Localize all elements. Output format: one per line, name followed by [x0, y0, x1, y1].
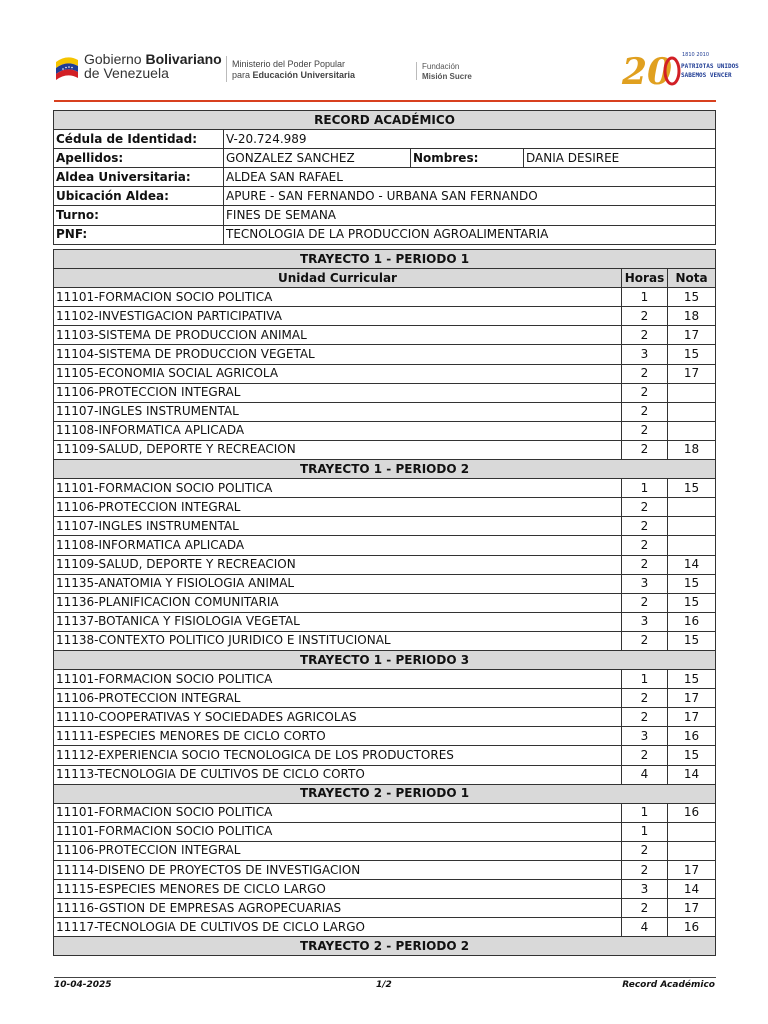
course-grade	[668, 402, 716, 421]
course-name: 11105-ECONOMIA SOCIAL AGRICOLA	[54, 364, 622, 383]
course-hours: 4	[622, 918, 668, 937]
period-title: TRAYECTO 2 - PERIODO 2	[54, 937, 716, 956]
nombres-value: DANIA DESIREE	[524, 149, 716, 168]
apellidos-value: GONZALEZ SANCHEZ	[224, 149, 411, 168]
course-name: 11106-PROTECCION INTEGRAL	[54, 841, 622, 860]
table-row	[54, 899, 716, 918]
bicentennial-line2: SABEMOS VENCER	[681, 72, 732, 79]
table-row	[54, 479, 716, 498]
course-hours: 2	[622, 841, 668, 860]
course-name: 11101-FORMACION SOCIO POLITICA	[54, 479, 622, 498]
course-grade	[668, 421, 716, 440]
course-grade: 17	[668, 364, 716, 383]
course-grade: 18	[668, 440, 716, 459]
course-name: 11108-INFORMATICA APLICADA	[54, 536, 622, 555]
grades-table	[53, 249, 716, 956]
course-hours: 2	[622, 440, 668, 459]
course-name: 11106-PROTECCION INTEGRAL	[54, 689, 622, 708]
table-row	[54, 345, 716, 364]
table-row	[54, 612, 716, 631]
table-row	[54, 803, 716, 822]
period-header-row	[54, 460, 716, 479]
course-hours: 1	[622, 670, 668, 689]
course-name: 11135-ANATOMIA Y FISIOLOGIA ANIMAL	[54, 574, 622, 593]
course-name: 11107-INGLES INSTRUMENTAL	[54, 517, 622, 536]
course-hours: 3	[622, 612, 668, 631]
course-hours: 3	[622, 345, 668, 364]
course-hours: 2	[622, 861, 668, 880]
course-grade: 14	[668, 880, 716, 899]
bicentennial-line1: PATRIOTAS UNIDOS	[681, 63, 739, 70]
course-name: 11101-FORMACION SOCIO POLITICA	[54, 822, 622, 841]
cedula-label: Cédula de Identidad:	[54, 130, 224, 149]
table-row	[54, 861, 716, 880]
foundation-name: Fundación Misión Sucre	[422, 62, 472, 81]
header-rule	[54, 100, 716, 102]
course-grade: 15	[668, 593, 716, 612]
course-name: 11101-FORMACION SOCIO POLITICA	[54, 803, 622, 822]
table-row	[54, 421, 716, 440]
course-hours: 3	[622, 727, 668, 746]
course-grade: 15	[668, 746, 716, 765]
table-row	[54, 555, 716, 574]
course-hours: 2	[622, 421, 668, 440]
course-grade: 15	[668, 574, 716, 593]
apellidos-label: Apellidos:	[54, 149, 224, 168]
course-hours: 3	[622, 880, 668, 899]
course-name: 11104-SISTEMA DE PRODUCCION VEGETAL	[54, 345, 622, 364]
table-row	[54, 440, 716, 459]
table-row	[54, 822, 716, 841]
pnf-label: PNF:	[54, 225, 224, 244]
footer-title: Record Académico	[622, 980, 715, 990]
course-hours: 2	[622, 307, 668, 326]
course-hours: 2	[622, 326, 668, 345]
course-hours: 2	[622, 517, 668, 536]
course-grade: 18	[668, 307, 716, 326]
record-title: RECORD ACADÉMICO	[54, 111, 716, 130]
course-name: 11136-PLANIFICACION COMUNITARIA	[54, 593, 622, 612]
table-row	[54, 727, 716, 746]
course-name: 11114-DISENO DE PROYECTOS DE INVESTIGACION	[54, 861, 622, 880]
ubicacion-label: Ubicación Aldea:	[54, 187, 224, 206]
course-name: 11111-ESPECIES MENORES DE CICLO CORTO	[54, 727, 622, 746]
course-hours: 1	[622, 822, 668, 841]
course-grade: 16	[668, 727, 716, 746]
course-hours: 2	[622, 746, 668, 765]
course-grade	[668, 536, 716, 555]
course-grade: 15	[668, 288, 716, 307]
course-hours: 2	[622, 708, 668, 727]
footer-date: 10-04-2025	[54, 980, 112, 990]
course-name: 11101-FORMACION SOCIO POLITICA	[54, 670, 622, 689]
course-name: 11115-ESPECIES MENORES DE CICLO LARGO	[54, 880, 622, 899]
course-name: 11113-TECNOLOGIA DE CULTIVOS DE CICLO CORTO	[54, 765, 622, 784]
cedula-value: V-20.724.989	[224, 130, 716, 149]
pnf-value: TECNOLOGIA DE LA PRODUCCION AGROALIMENTARIA	[224, 225, 716, 244]
course-hours: 2	[622, 631, 668, 650]
course-hours: 1	[622, 288, 668, 307]
course-grade: 17	[668, 326, 716, 345]
table-row	[54, 880, 716, 899]
table-row	[54, 536, 716, 555]
course-hours: 2	[622, 536, 668, 555]
course-name: 11108-INFORMATICA APLICADA	[54, 421, 622, 440]
course-grade: 14	[668, 555, 716, 574]
course-hours: 4	[622, 765, 668, 784]
footer-page-number: 1/2	[376, 980, 392, 990]
table-row	[54, 517, 716, 536]
course-hours: 2	[622, 899, 668, 918]
course-grade	[668, 822, 716, 841]
course-hours: 1	[622, 479, 668, 498]
aldea-value: ALDEA SAN RAFAEL	[224, 168, 716, 187]
course-hours: 2	[622, 383, 668, 402]
course-grade: 15	[668, 670, 716, 689]
period-title: TRAYECTO 2 - PERIODO 1	[54, 784, 716, 803]
bicentennial-year: 20	[622, 51, 673, 93]
course-hours: 3	[622, 574, 668, 593]
course-name: 11101-FORMACION SOCIO POLITICA	[54, 288, 622, 307]
footer-rule	[54, 977, 716, 978]
course-grade	[668, 383, 716, 402]
course-grade: 14	[668, 765, 716, 784]
course-grade	[668, 841, 716, 860]
nombres-label: Nombres:	[411, 149, 524, 168]
table-row	[54, 288, 716, 307]
course-grade: 16	[668, 803, 716, 822]
course-name: 11116-GSTION DE EMPRESAS AGROPECUARIAS	[54, 899, 622, 918]
column-header-row	[54, 269, 716, 288]
table-row	[54, 670, 716, 689]
header-divider	[226, 56, 227, 82]
table-row	[54, 708, 716, 727]
course-grade: 17	[668, 861, 716, 880]
course-hours: 2	[622, 364, 668, 383]
course-grade: 15	[668, 479, 716, 498]
ubicacion-value: APURE - SAN FERNANDO - URBANA SAN FERNANDO	[224, 187, 716, 206]
course-grade: 17	[668, 708, 716, 727]
bicentennial-small: 1810 2010	[682, 52, 710, 58]
course-name: 11137-BOTANICA Y FISIOLOGIA VEGETAL	[54, 612, 622, 631]
course-grade: 15	[668, 631, 716, 650]
course-hours: 2	[622, 555, 668, 574]
course-hours: 2	[622, 498, 668, 517]
period-title: TRAYECTO 1 - PERIODO 2	[54, 460, 716, 479]
course-name: 11106-PROTECCION INTEGRAL	[54, 383, 622, 402]
page-header	[54, 44, 739, 93]
course-name: 11109-SALUD, DEPORTE Y RECREACION	[54, 440, 622, 459]
table-row	[54, 746, 716, 765]
table-row	[54, 402, 716, 421]
period-header-row	[54, 650, 716, 669]
course-grade: 16	[668, 918, 716, 937]
course-grade: 15	[668, 345, 716, 364]
table-row	[54, 326, 716, 345]
table-row	[54, 765, 716, 784]
aldea-label: Aldea Universitaria:	[54, 168, 224, 187]
course-hours: 2	[622, 689, 668, 708]
government-name: Gobierno Bolivariano de Venezuela	[84, 51, 222, 81]
nota-header: Nota	[668, 269, 716, 288]
table-row	[54, 364, 716, 383]
table-row	[54, 841, 716, 860]
table-row	[54, 631, 716, 650]
course-name: 11106-PROTECCION INTEGRAL	[54, 498, 622, 517]
period-header-row	[54, 784, 716, 803]
bicentennial-logo-icon	[620, 44, 739, 93]
course-grade	[668, 498, 716, 517]
table-row	[54, 689, 716, 708]
course-grade: 16	[668, 612, 716, 631]
turno-value: FINES DE SEMANA	[224, 206, 716, 225]
course-hours: 2	[622, 593, 668, 612]
course-grade: 17	[668, 899, 716, 918]
course-grade	[668, 517, 716, 536]
horas-header: Horas	[622, 269, 668, 288]
period-header-row	[54, 250, 716, 269]
header-divider	[416, 62, 417, 80]
course-name: 11110-COOPERATIVAS Y SOCIEDADES AGRICOLAS	[54, 708, 622, 727]
period-title: TRAYECTO 1 - PERIODO 3	[54, 650, 716, 669]
table-row	[54, 383, 716, 402]
course-name: 11117-TECNOLOGIA DE CULTIVOS DE CICLO LARGO	[54, 918, 622, 937]
course-hours: 2	[622, 402, 668, 421]
ministry-name: Ministerio del Poder Popular para Educación Universitaria	[232, 59, 356, 80]
table-row	[54, 918, 716, 937]
course-name: 11109-SALUD, DEPORTE Y RECREACION	[54, 555, 622, 574]
course-name: 11112-EXPERIENCIA SOCIO TECNOLOGICA DE LOS PRODUCTORES	[54, 746, 622, 765]
course-grade: 17	[668, 689, 716, 708]
course-hours: 1	[622, 803, 668, 822]
venezuela-flag-icon	[54, 52, 80, 80]
period-title: TRAYECTO 1 - PERIODO 1	[54, 250, 716, 269]
course-name: 11138-CONTEXTO POLITICO JURIDICO E INSTITUCIONAL	[54, 631, 622, 650]
table-row	[54, 307, 716, 326]
table-row	[54, 593, 716, 612]
course-name: 11107-INGLES INSTRUMENTAL	[54, 402, 622, 421]
table-row	[54, 498, 716, 517]
turno-label: Turno:	[54, 206, 224, 225]
unidad-header: Unidad Curricular	[54, 269, 622, 288]
table-row	[54, 574, 716, 593]
student-info-table	[53, 110, 716, 245]
period-header-row	[54, 937, 716, 956]
course-name: 11103-SISTEMA DE PRODUCCION ANIMAL	[54, 326, 622, 345]
course-name: 11102-INVESTIGACION PARTICIPATIVA	[54, 307, 622, 326]
